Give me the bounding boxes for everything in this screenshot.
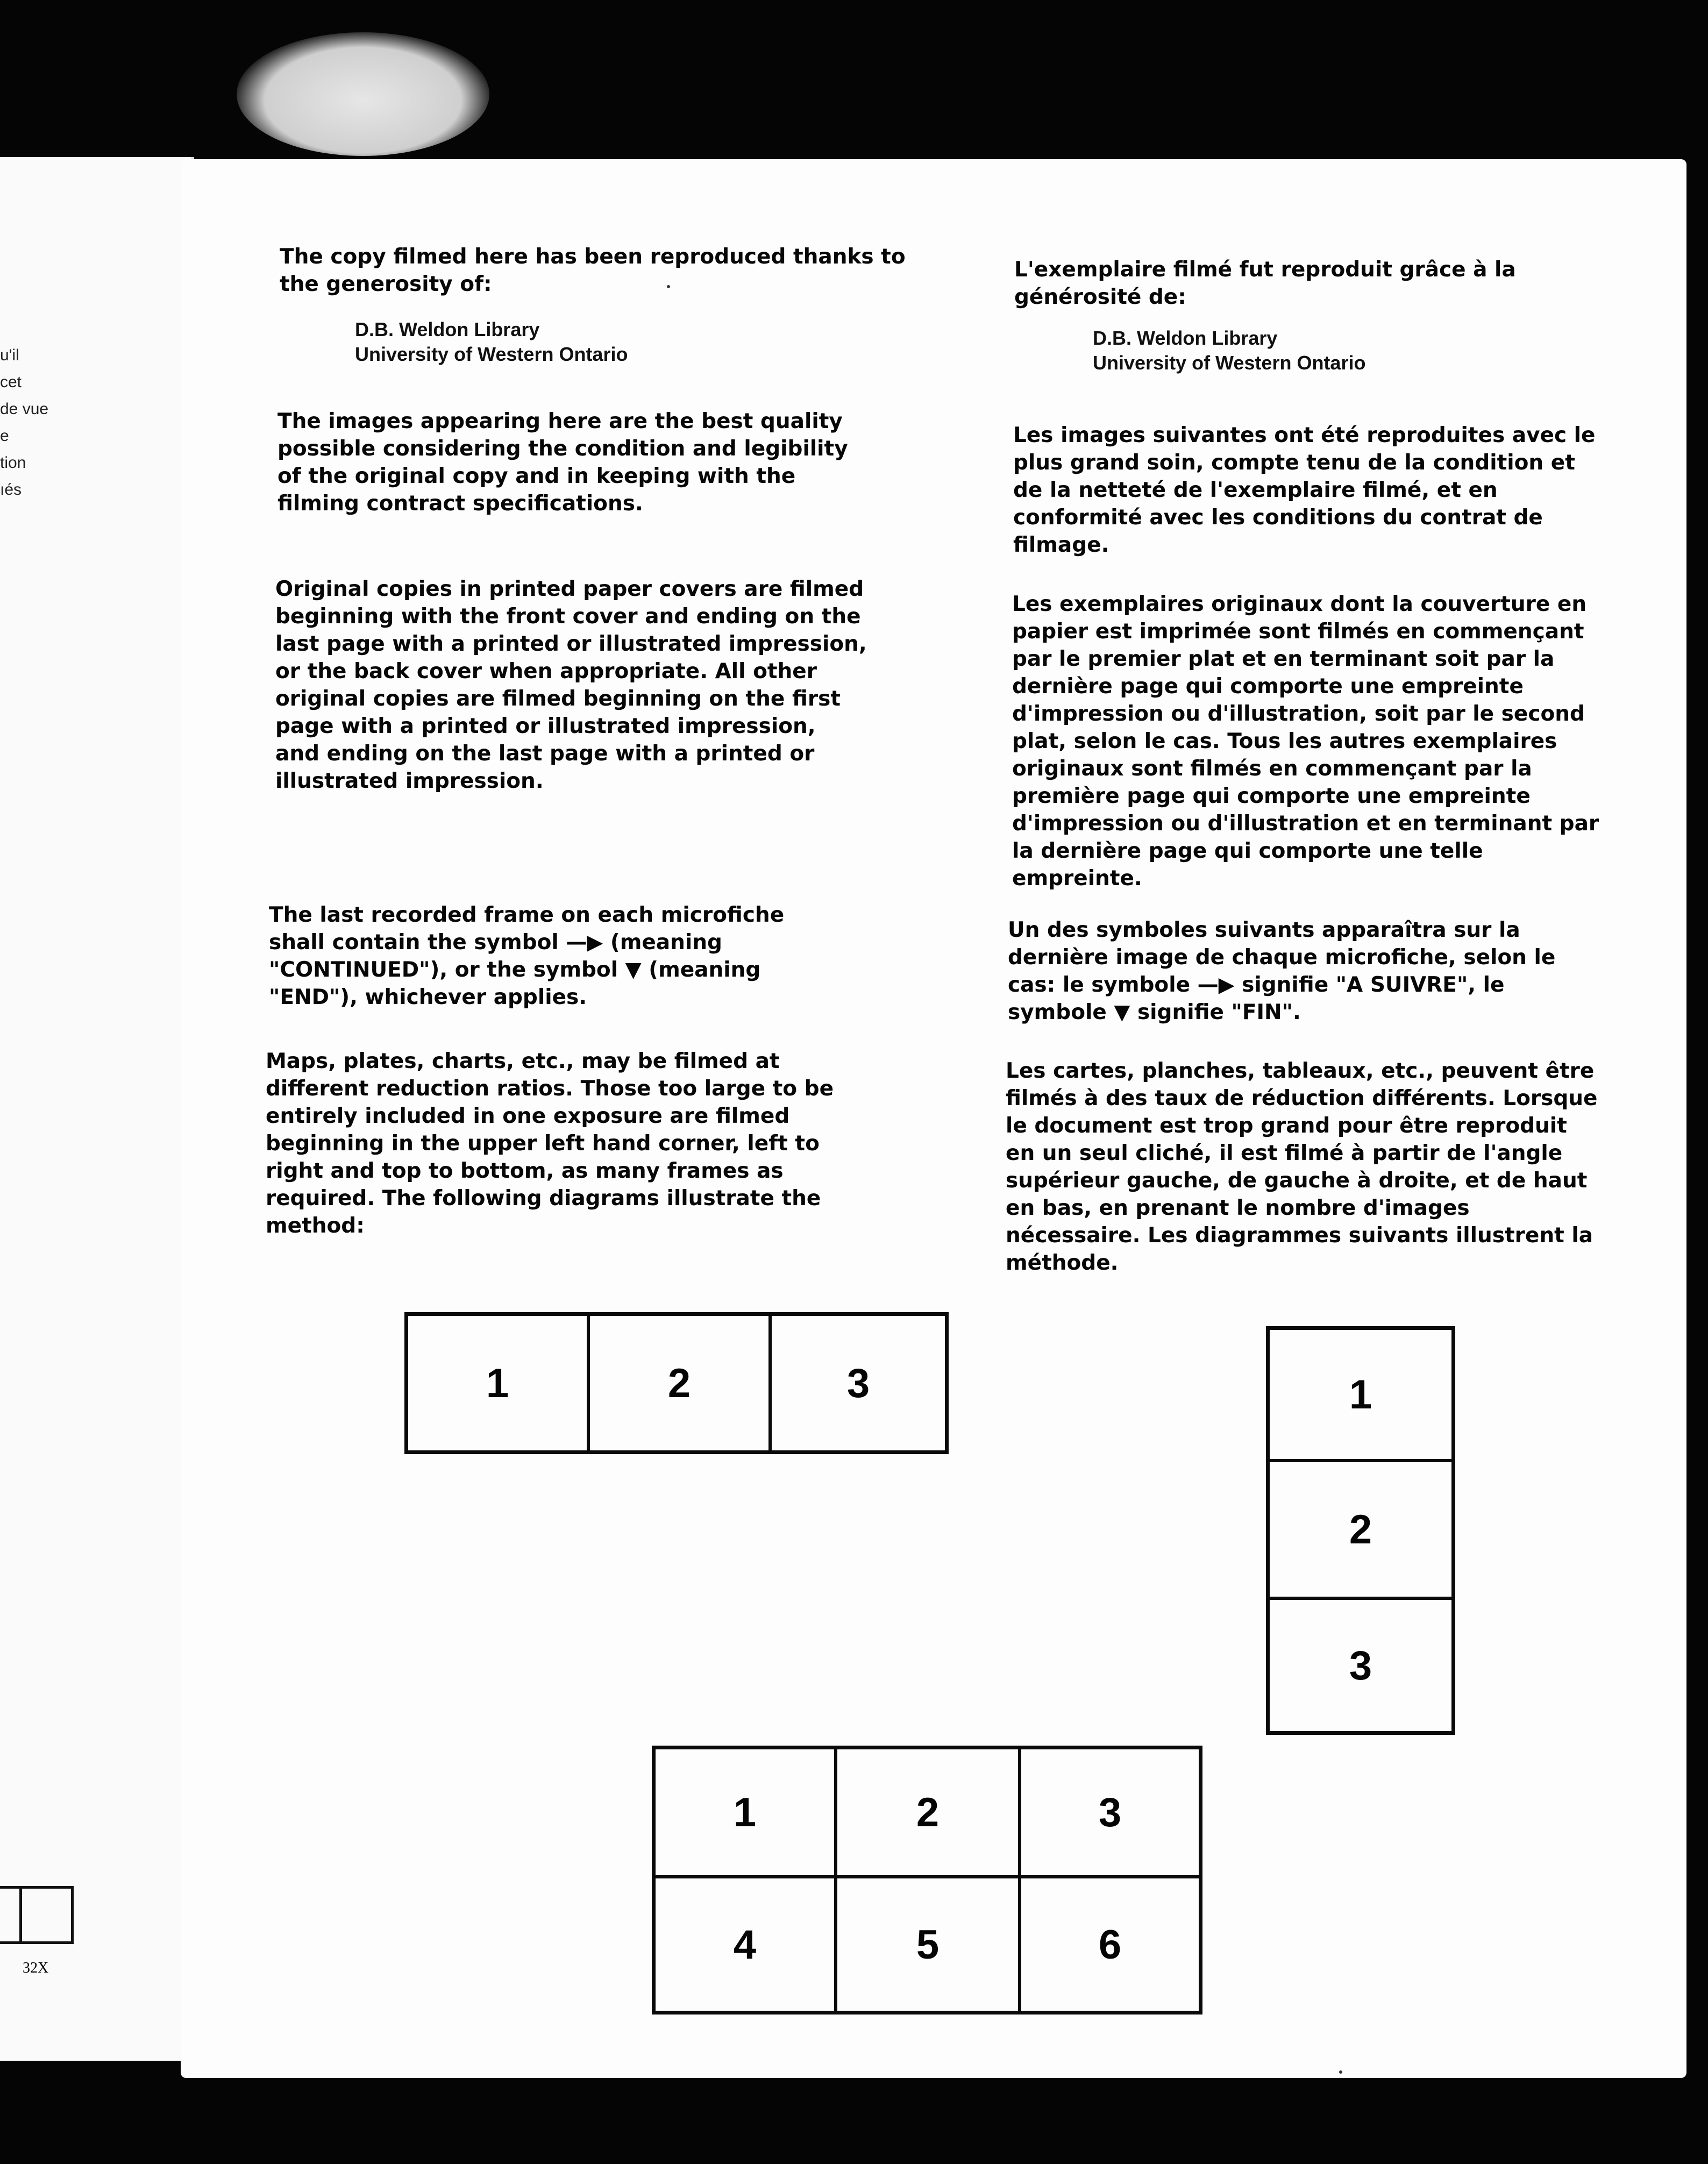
frame-cell: 3 (1349, 1642, 1372, 1689)
vertical-frame-diagram (1266, 1326, 1455, 1735)
french-library (1093, 326, 1365, 375)
frame-cell: 2 (667, 1360, 691, 1406)
english-intro: The copy filmed here has been reproduced thanks to the generosity of: (280, 245, 906, 296)
adjacent-page-fragment (0, 157, 194, 2061)
french-quality-paragraph: Les images suivantes ont été reproduites avec le plus grand soin, compte tenu de la condition et de la netteté de l'exemplaire filmé, et en conformité avec les conditions du contrat de filmage. (1013, 423, 1596, 557)
left-page-number: 32X (23, 1960, 49, 1976)
scan-speck (1339, 2070, 1342, 2074)
scan-smudge (237, 32, 489, 156)
french-symbols-paragraph: Un des symboles suivants apparaîtra sur la dernière image de chaque microfiche, selon le cas: le symbole —▶ signifie "A SUIVRE", le symbole ▼ signifie "FIN". (1008, 918, 1556, 1024)
left-fragment-text: tion (0, 454, 26, 472)
english-originals-paragraph: Original copies in printed paper covers are filmed beginning with the front cover and ending on the last page with a printed or illustrated impression, or the back cover when appropriate. All other original copies are filmed beginning on the first page with a printed or illustrated impression, and ending on the last page with a printed or illustrated impression. (275, 577, 867, 793)
french-library-name: D.B. Weldon Library (1093, 327, 1278, 349)
left-mini-diagram (0, 1886, 74, 1944)
french-maps-paragraph: Les cartes, planches, tableaux, etc., peuvent être filmés à des taux de réduction différents. Lorsque le document est trop grand pour être reproduit en un seul cliché, il est filmé à partir de l'angle supérieur gauche, de gauche à droite, et de haut en bas, en prenant le nombre d'images nécessaire. Les diagrammes suivants illustrent la méthode. (1006, 1059, 1598, 1275)
grid-frame-diagram (652, 1746, 1202, 2014)
french-originals-paragraph: Les exemplaires originaux dont la couverture en papier est imprimée sont filmés en commençant par le premier plat et en terminant soit par la dernière page qui comporte une empreinte d'impression ou d'illustration, soit par le second plat, selon le cas. Tous les autres exemplaires originaux sont filmés en commençant par la première page qui comporte une empreinte d'impression ou d'illustration et en terminant par la dernière page qui comporte une telle empreinte. (1012, 592, 1599, 891)
frame-cell: 3 (846, 1360, 870, 1406)
left-fragment-text: u'il (0, 346, 19, 364)
frame-cell: 2 (916, 1789, 940, 1835)
english-library-university: University of Western Ontario (355, 343, 628, 365)
horizontal-frame-diagram (404, 1312, 949, 1454)
scan-speck (667, 285, 670, 288)
french-library-university: University of Western Ontario (1093, 352, 1366, 374)
frame-cell: 1 (1349, 1371, 1372, 1418)
frame-cell: 4 (733, 1921, 757, 1968)
frame-cell: 5 (916, 1921, 940, 1968)
left-fragment-text: cet (0, 373, 22, 391)
english-library-name: D.B. Weldon Library (355, 318, 540, 340)
frame-cell: 3 (1098, 1789, 1122, 1835)
left-fragment-text: ıés (0, 481, 22, 499)
frame-cell: 2 (1349, 1506, 1372, 1553)
left-fragment-text: e (0, 427, 9, 445)
left-fragment-text: de vue (0, 400, 49, 418)
english-library (355, 317, 628, 367)
frame-cell: 1 (486, 1360, 509, 1406)
english-quality-paragraph: The images appearing here are the best quality possible considering the condition and legibility of the original copy and in keeping with the filming contract specifications. (277, 409, 848, 516)
english-symbols-paragraph: The last recorded frame on each microfiche shall contain the symbol —▶ (meaning "CONTINUED"), or the symbol ▼ (meaning "END"), whichever applies. (269, 903, 785, 1009)
french-intro: L'exemplaire filmé fut reproduit grâce à la générosité de: (1014, 258, 1516, 309)
english-maps-paragraph: Maps, plates, charts, etc., may be filmed at different reduction ratios. Those too large to be entirely included in one exposure are filmed beginning in the upper left hand corner, left to right and top to bottom, as many frames as required. The following diagrams illustrate the method: (266, 1049, 834, 1238)
frame-cell: 1 (733, 1789, 757, 1835)
frame-cell: 6 (1098, 1921, 1122, 1968)
